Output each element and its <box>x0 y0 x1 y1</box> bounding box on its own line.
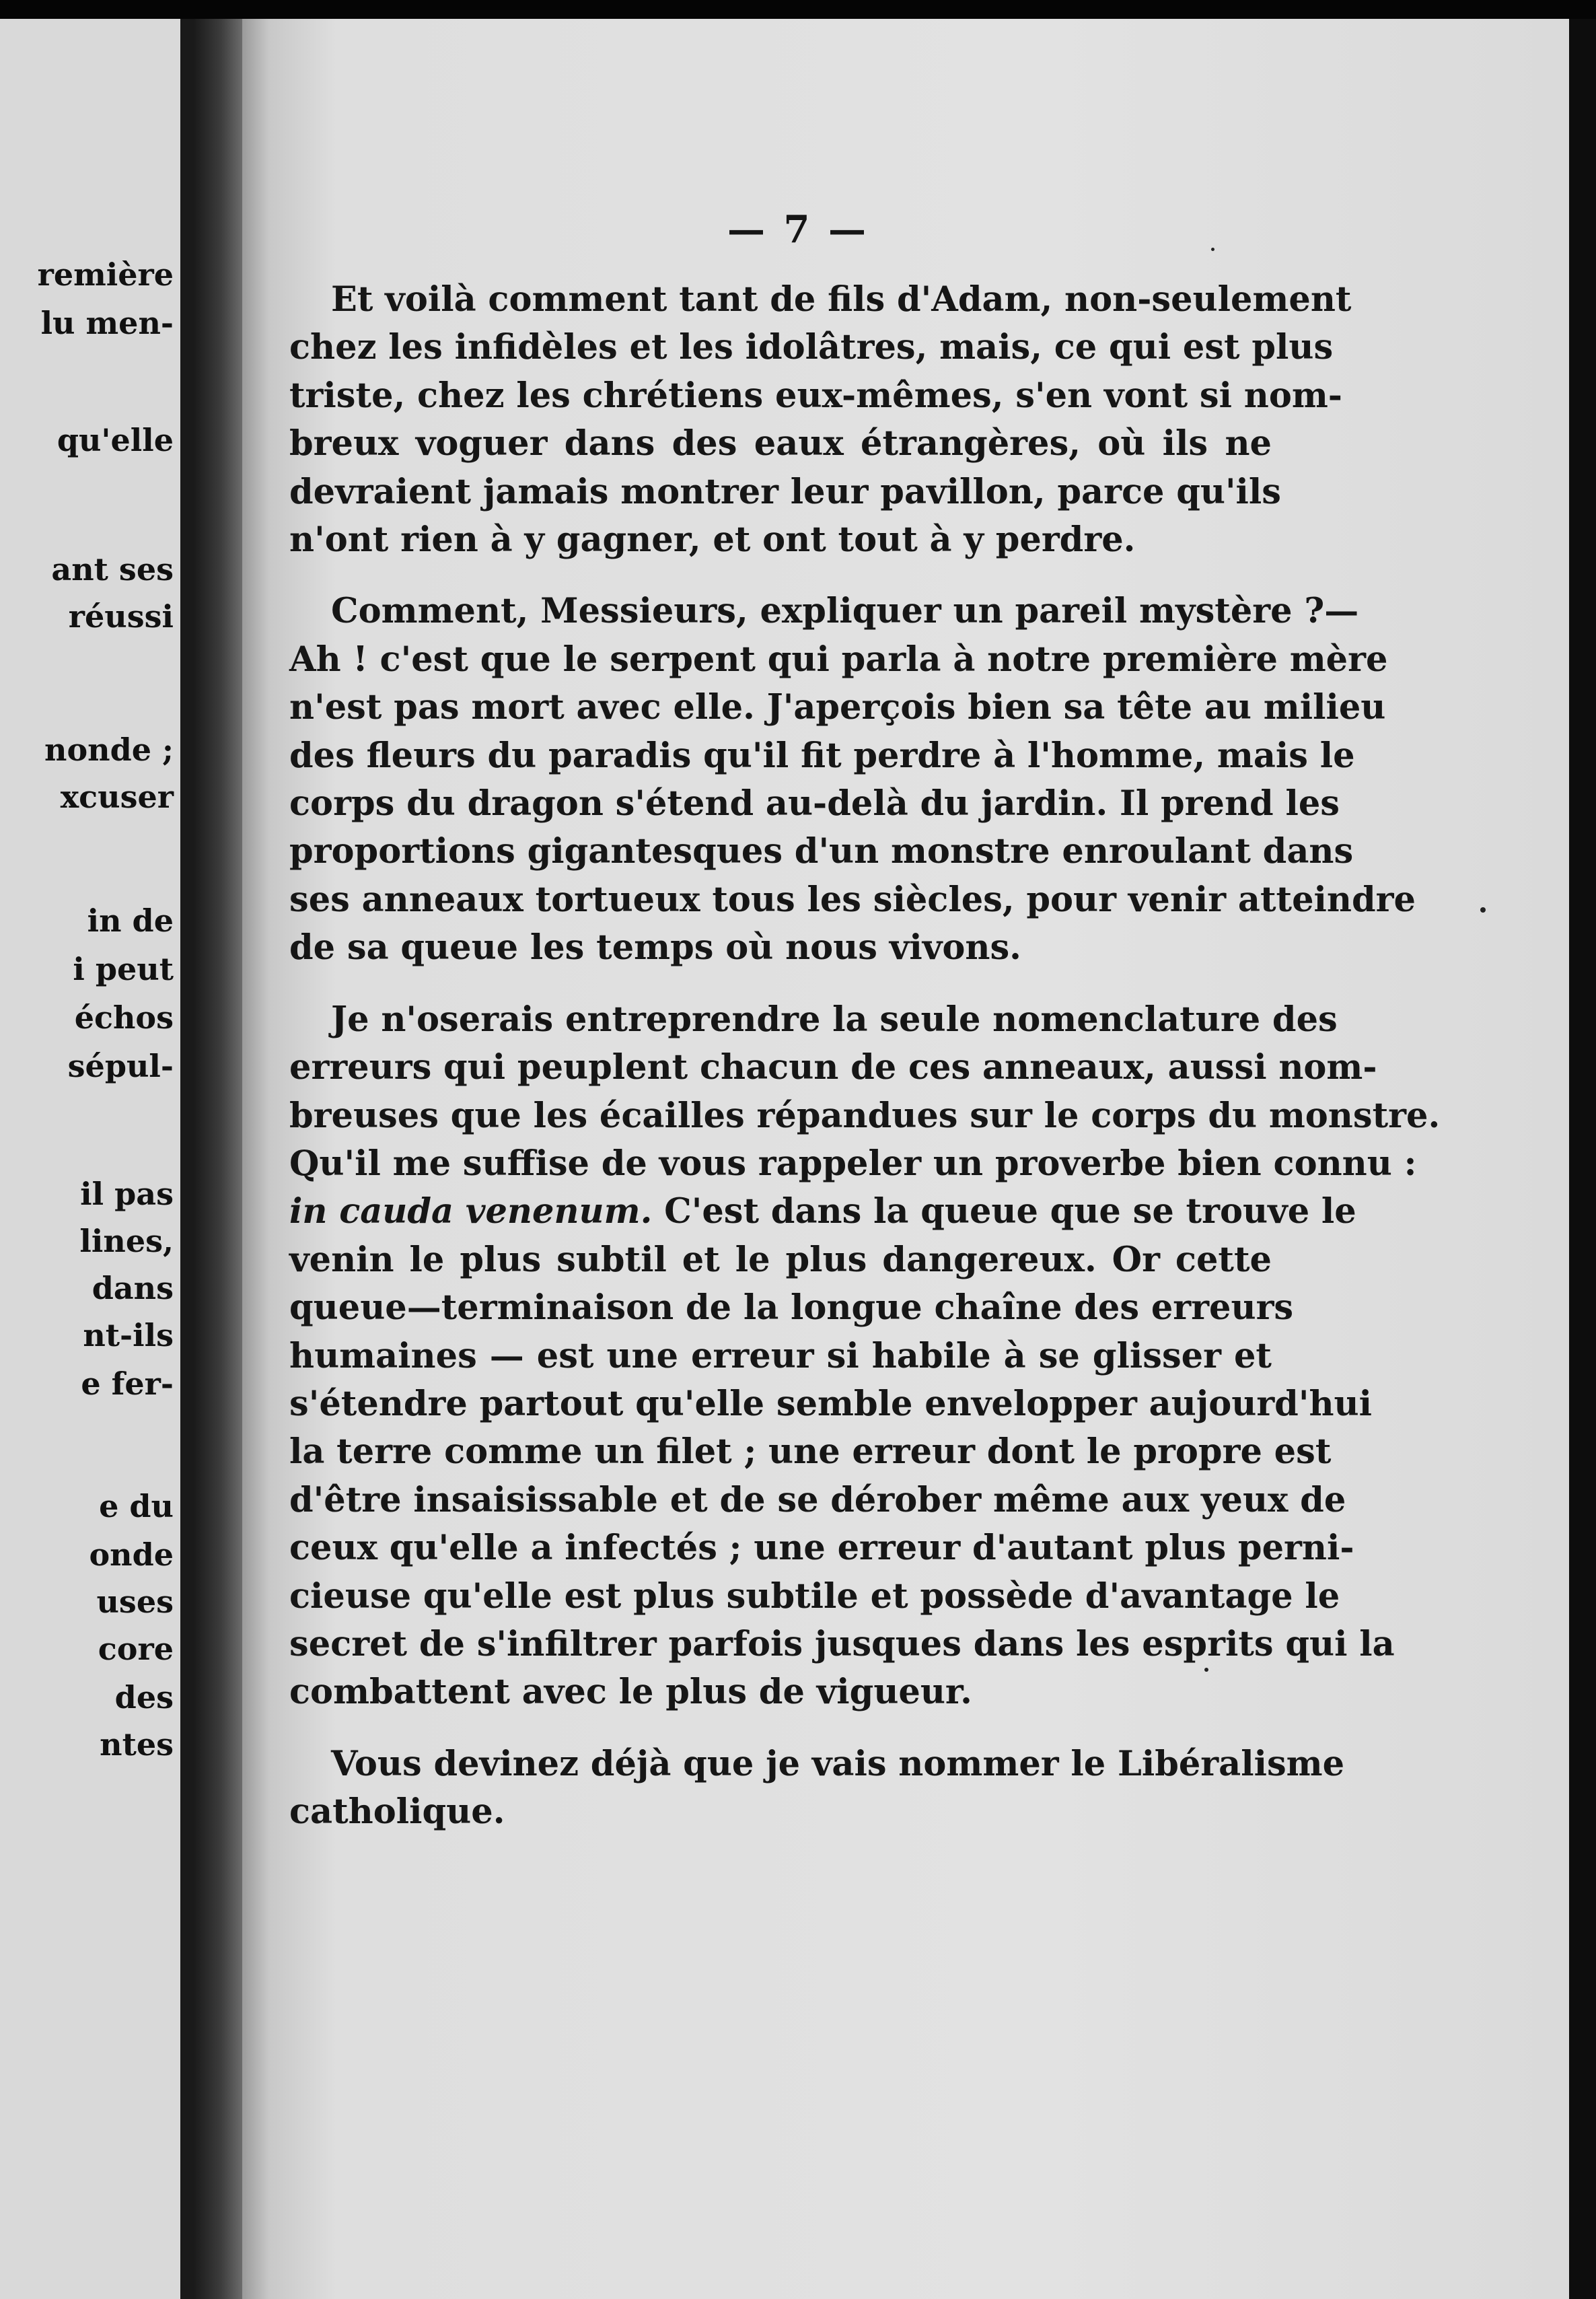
text-line: Ah ! c'est que le serpent qui parla à notre première mère <box>289 639 1388 680</box>
paragraph-1 <box>289 276 1352 564</box>
ink-speck <box>1480 907 1486 913</box>
text-line: secret de s'infiltrer parfois jusques dans les esprits qui la <box>289 1623 1395 1664</box>
text-line: Qu'il me suffise de vous rappeler un proverbe bien connu : <box>289 1143 1417 1184</box>
left-page-fragment: e du <box>99 1488 174 1524</box>
text-line: venin le plus subtil et le plus dangereux. Or cette <box>289 1239 1272 1280</box>
text-line: de sa queue les temps où nous vivons. <box>289 927 1021 968</box>
book-gutter <box>180 19 242 2299</box>
scan-top-border <box>0 0 1596 19</box>
paragraph-3 <box>289 996 1441 1717</box>
left-page-fragment: échos <box>74 999 174 1036</box>
text-line: breuses que les écailles répandues sur le corps du monstre. <box>289 1095 1441 1136</box>
left-page-fragment: uses <box>96 1584 174 1620</box>
left-page-fragment: e fer- <box>81 1366 174 1402</box>
text-line: chez les infidèles et les idolâtres, mais, ce qui est plus <box>289 327 1334 368</box>
text-line: Je n'oserais entreprendre la seule nomenclature des <box>331 999 1338 1040</box>
text-line: humaines — est une erreur si habile à se glisser et <box>289 1335 1272 1376</box>
text-line: Vous devinez déjà que je vais nommer le Libéralisme <box>331 1743 1345 1784</box>
left-page-fragment: xcuser <box>60 779 174 815</box>
text-line: n'ont rien à y gagner, et ont tout à y perdre. <box>289 520 1136 561</box>
text-line: d'être insaisissable et de se dérober même aux yeux de <box>289 1479 1346 1520</box>
left-page-fragment: nt-ils <box>83 1317 174 1353</box>
text-line: Et voilà comment tant de fils d'Adam, non-seulement <box>331 279 1352 320</box>
text-line: s'étendre partout qu'elle semble envelopper aujourd'hui <box>289 1383 1372 1424</box>
left-page-fragment: remière <box>37 256 174 293</box>
left-page-fragment: ant ses <box>51 551 174 588</box>
text-fragment: C'est dans la queue que se trouve le <box>664 1191 1356 1232</box>
left-page-fragment: lu men- <box>40 305 174 341</box>
text-line: cieuse qu'elle est plus subtile et possède d'avantage le <box>289 1576 1340 1617</box>
text-line: corps du dragon s'étend au-delà du jardin. Il prend les <box>289 783 1340 824</box>
text-line: catholique. <box>289 1792 505 1833</box>
left-page-fragment: réussi <box>68 598 174 635</box>
text-line: Comment, Messieurs, expliquer un pareil mystère ?— <box>331 591 1359 632</box>
left-page-fragment: des <box>114 1679 174 1716</box>
page-number: — 7 — <box>727 207 869 252</box>
text-line: ses anneaux tortueux tous les siècles, pour venir atteindre <box>289 879 1416 920</box>
text-line: la terre comme un filet ; une erreur dont le propre est <box>289 1431 1332 1473</box>
text-line-with-latin-proverb <box>289 1188 1356 1236</box>
text-line: des fleurs du paradis qu'il fit perdre à l'homme, mais le <box>289 735 1355 776</box>
left-page-fragment: sépul- <box>67 1048 174 1084</box>
left-page-fragment: in de <box>87 903 174 939</box>
text-line: proportions gigantesques d'un monstre enroulant dans <box>289 831 1354 872</box>
text-line: n'est pas mort avec elle. J'aperçois bien sa tête au milieu <box>289 687 1386 728</box>
left-page-fragment: qu'elle <box>57 422 174 458</box>
text-line: triste, chez les chrétiens eux-mêmes, s'en vont si nom- <box>289 375 1342 416</box>
text-line: erreurs qui peuplent chacun de ces anneaux, aussi nom- <box>289 1047 1377 1088</box>
left-page-fragment: i peut <box>73 951 174 987</box>
text-line: breux voguer dans des eaux étrangères, où ils ne <box>289 423 1272 464</box>
text-line: queue—terminaison de la longue chaîne des erreurs <box>289 1287 1294 1329</box>
left-page-fragment: dans <box>92 1270 174 1306</box>
paragraph-2 <box>289 588 1416 972</box>
latin-proverb: in cauda venenum. <box>289 1191 653 1232</box>
left-page-fragment: lines, <box>79 1223 174 1259</box>
page-body <box>289 276 1441 1860</box>
left-page-edge <box>0 19 180 2299</box>
paragraph-4 <box>289 1740 1345 1837</box>
left-page-fragment: core <box>98 1631 174 1667</box>
left-page-fragment: onde <box>89 1536 174 1573</box>
left-page-fragment: nonde ; <box>44 732 174 768</box>
scan-right-border <box>1569 19 1596 2299</box>
left-page-fragment: il pas <box>80 1176 174 1212</box>
text-line: combattent avec le plus de vigueur. <box>289 1672 972 1713</box>
text-line: ceux qu'elle a infectés ; une erreur d'autant plus perni- <box>289 1528 1354 1569</box>
text-line: devraient jamais montrer leur pavillon, parce qu'ils <box>289 471 1282 512</box>
left-page-fragment: ntes <box>100 1726 174 1763</box>
